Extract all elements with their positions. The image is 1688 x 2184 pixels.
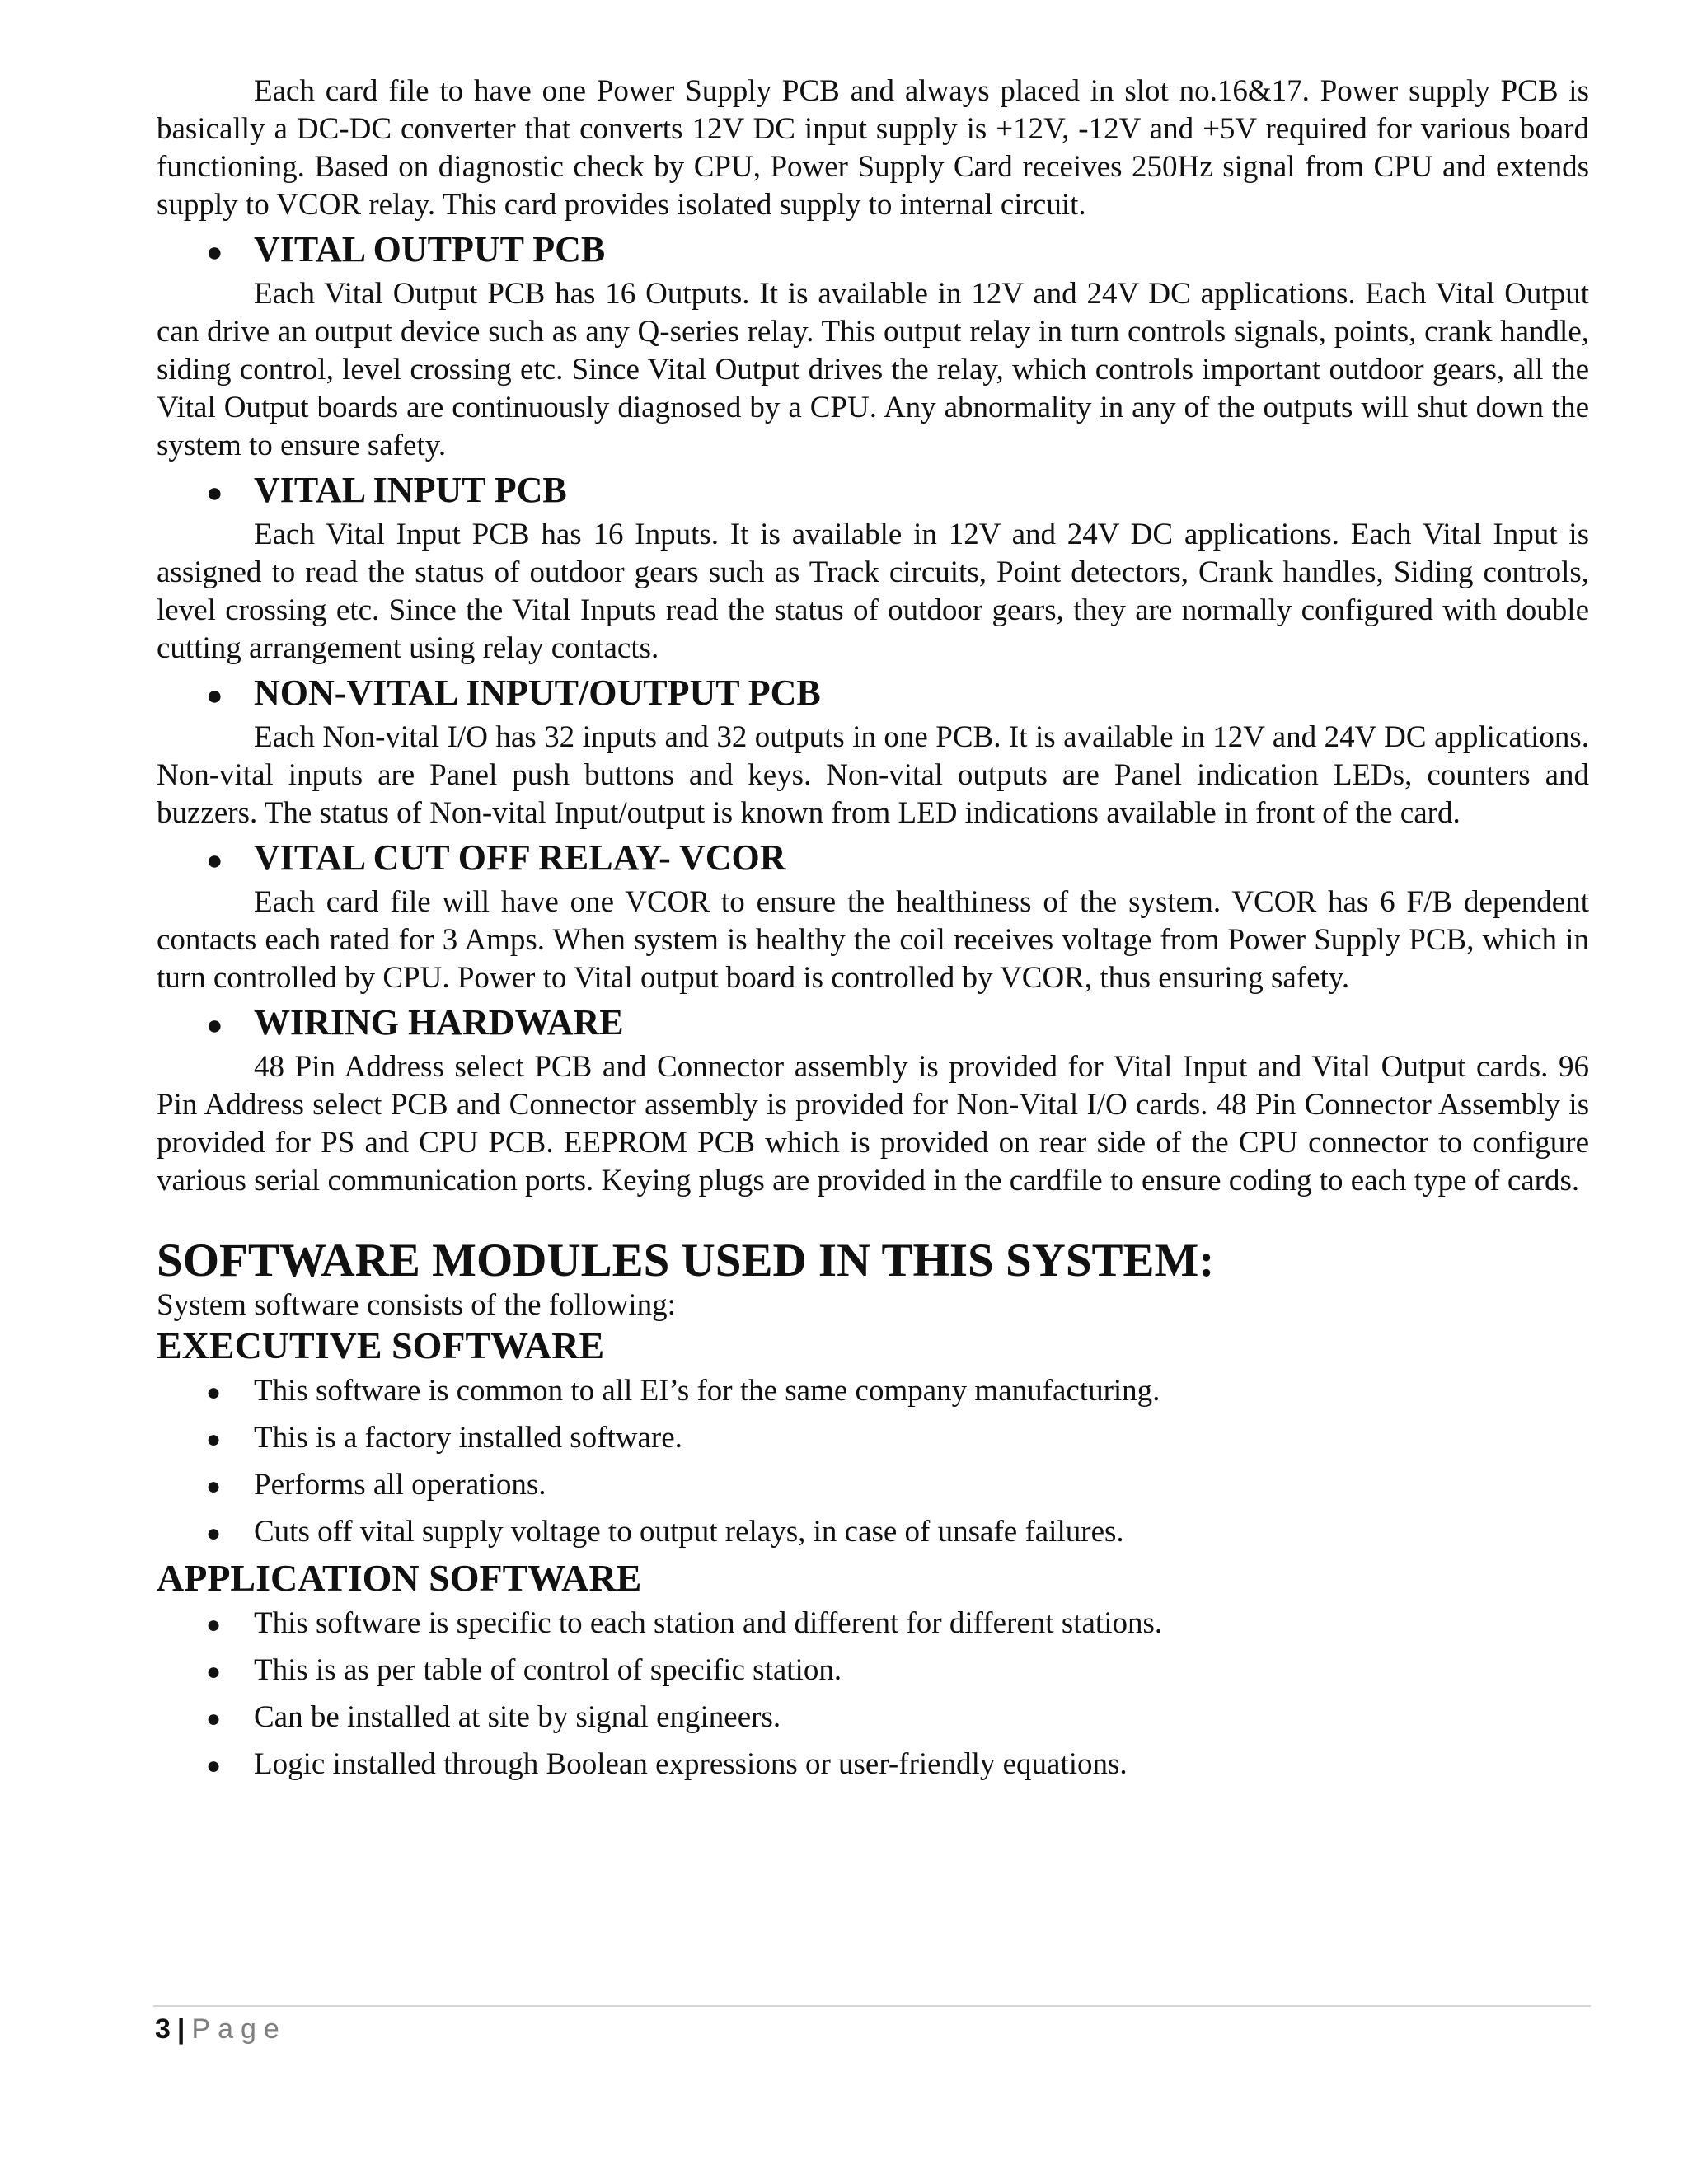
software-intro: System software consists of the following: (157, 1288, 676, 1322)
application-software-list (157, 1601, 1589, 1788)
section-body: Each Vital Input PCB has 16 Inputs. It is available in 12V and 24V DC applications. Each Vital Input is assigned to read the status of outdoor gears such as Track circuits, Point detectors, Crank handles, Siding controls, level crossing etc. Since the Vital Inputs read the status of outdoor gears, they are normally configured with double cutting arrangement using relay contacts. (157, 518, 1589, 665)
footer-separator: | (176, 2013, 185, 2045)
bullet-icon: ● (206, 1520, 222, 1547)
list-item: ● Logic installed through Boolean expressions or user-friendly equations. (157, 1741, 1589, 1788)
executive-software-title: EXECUTIVE SOFTWARE (157, 1324, 605, 1366)
section-vcor (157, 837, 1589, 997)
page-label: Page (191, 2013, 287, 2045)
footer-divider (153, 2005, 1591, 2007)
list-item: ● This software is common to all EI’s for the same company manufacturing. (157, 1368, 1589, 1415)
list-item: ● This is as per table of control of specific station. (157, 1647, 1589, 1694)
bullet-icon: ● (206, 478, 223, 509)
bullet-icon: ● (206, 681, 223, 711)
document-page (157, 73, 1589, 1788)
software-section-title: SOFTWARE MODULES USED IN THIS SYSTEM: (157, 1235, 1215, 1286)
bullet-icon: ● (206, 1658, 222, 1685)
bullet-icon: ● (206, 1379, 222, 1406)
section-body: Each Vital Output PCB has 16 Outputs. It is available in 12V and 24V DC applications. Each Vital Output can drive an output device such as any Q-series relay. This output relay in turn controls signals, points, crank handle, siding control, level crossing etc. Since Vital Output drives the relay, which controls important outdoor gears, all the Vital Output boards are continuously diagnosed by a CPU. Any abnormality in any of the outputs will shut down the system to ensure safety. (157, 277, 1589, 462)
section-wiring-hardware (157, 1002, 1589, 1200)
bullet-icon: ● (206, 1426, 222, 1453)
section-non-vital-io (157, 673, 1589, 832)
intro-paragraph: Each card file to have one Power Supply PCB and always placed in slot no.16&17. Power supply PCB is basically a DC-DC converter that converts 12V DC input supply is +12V, -12V and +5V required for various board functioning. Based on diagnostic check by CPU, Power Supply Card receives 250Hz signal from CPU and extends supply to VCOR relay. This card provides isolated supply to internal circuit. (157, 74, 1589, 222)
application-software-title: APPLICATION SOFTWARE (157, 1557, 642, 1599)
section-heading: ● VITAL CUT OFF RELAY- VCOR (157, 837, 1589, 882)
list-item: ● Cuts off vital supply voltage to output relays, in case of unsafe failures. (157, 1509, 1589, 1556)
bullet-icon: ● (206, 846, 223, 876)
list-item: ● This is a factory installed software. (157, 1415, 1589, 1462)
section-heading: ● VITAL INPUT PCB (157, 470, 1589, 514)
bullet-icon: ● (206, 1473, 222, 1500)
section-body: Each card file will have one VCOR to ensure the healthiness of the system. VCOR has 6 F/B dependent contacts each rated for 3 Amps. When system is healthy the coil receives voltage from Power Supply PCB, which in turn controlled by CPU. Power to Vital output board is controlled by VCOR, thus ensuring safety. (157, 885, 1589, 995)
bullet-icon: ● (206, 1752, 222, 1779)
executive-software-list (157, 1368, 1589, 1556)
section-body: Each Non-vital I/O has 32 inputs and 32 outputs in one PCB. It is available in 12V and 24V DC applications. Non-vital inputs are Panel push buttons and keys. Non-vital outputs are Panel indication LEDs, counters and buzzers. The status of Non-vital Input/output is known from LED indications available in front of the card. (157, 720, 1589, 830)
bullet-icon: ● (206, 1010, 223, 1041)
list-item: ● Performs all operations. (157, 1462, 1589, 1509)
page-number: 3 (155, 2013, 171, 2045)
section-vital-output (157, 229, 1589, 465)
section-heading: ● WIRING HARDWARE (157, 1002, 1589, 1047)
page-footer (155, 2013, 287, 2046)
section-body: 48 Pin Address select PCB and Connector assembly is provided for Vital Input and Vital Output cards. 96 Pin Address select PCB and Connector assembly is provided for Non-Vital I/O cards. 48 Pin Connector Assembly is provided for PS and CPU PCB. EEPROM PCB which is provided on rear side of the CPU connector to configure various serial communication ports. Keying plugs are provided in the cardfile to ensure coding to each type of cards. (157, 1050, 1589, 1197)
section-vital-input (157, 470, 1589, 668)
bullet-icon: ● (206, 1611, 222, 1638)
bullet-icon: ● (206, 1705, 222, 1732)
list-item: ● This software is specific to each station and different for different stations. (157, 1601, 1589, 1647)
list-item: ● Can be installed at site by signal engineers. (157, 1694, 1589, 1741)
bullet-icon: ● (206, 237, 223, 268)
section-heading: ● NON-VITAL INPUT/OUTPUT PCB (157, 673, 1589, 717)
section-heading: ● VITAL OUTPUT PCB (157, 229, 1589, 274)
